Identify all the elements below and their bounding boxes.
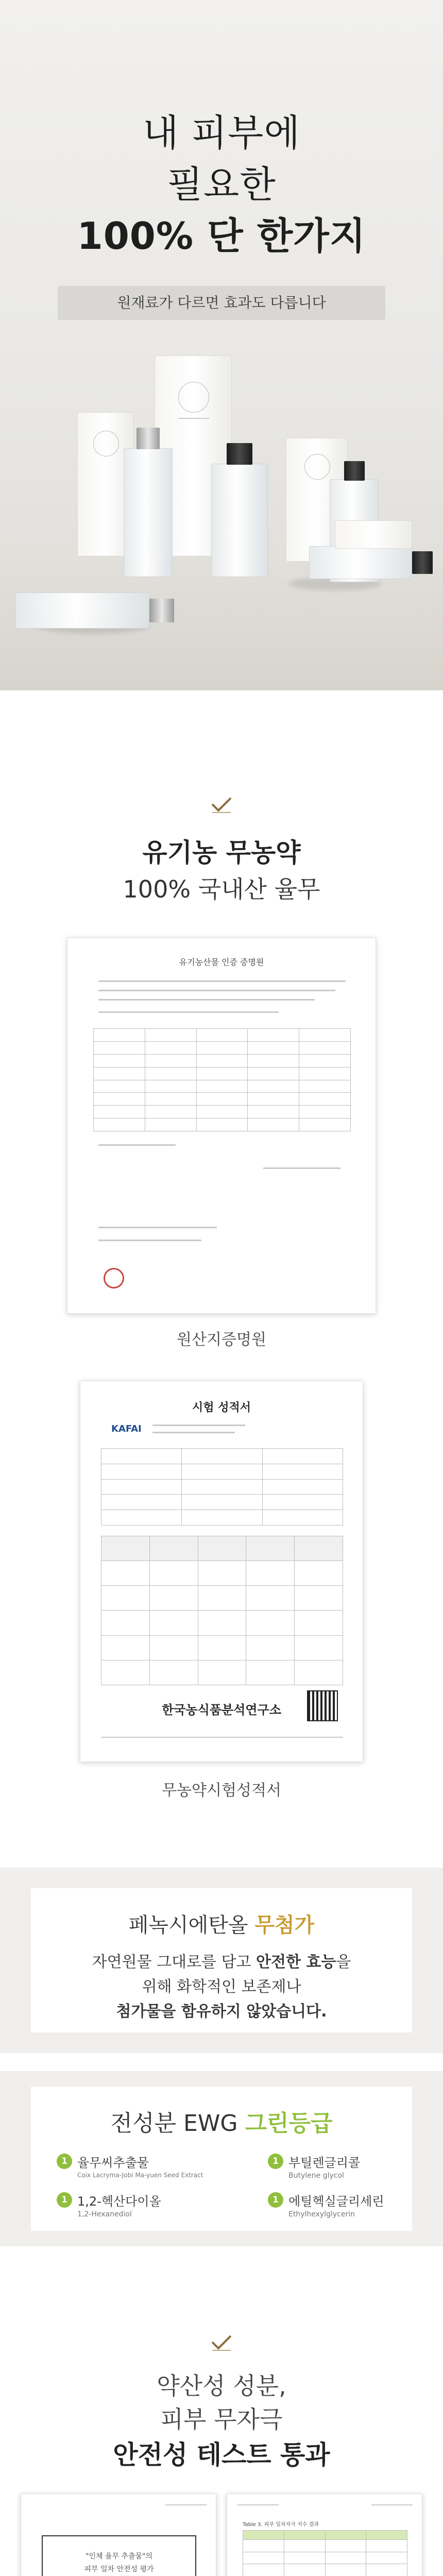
safety-report-table-image — [227, 2494, 422, 2576]
phenoxy-line2-post: 을 — [336, 1953, 351, 1971]
ewg-item-name: 부틸렌글리콜 — [288, 2156, 361, 2170]
test-report-doc-title: 시험 성적서 — [192, 1401, 251, 1414]
pesticide-test-report-image — [80, 1381, 363, 1762]
qr-code-icon — [307, 1690, 338, 1721]
phenoxy-line4: 첨가물을 함유하지 않았습니다. — [116, 2003, 327, 2021]
phenoxy-line2-bold: 안전한 효능 — [256, 1953, 336, 1971]
ewg-title-text: 전성분 EWG — [110, 2110, 245, 2137]
organic-certificate-image — [67, 938, 376, 1314]
test-report-footer-org: 한국농식품분석연구소 — [162, 1703, 281, 1717]
safety-title-line1: 약산성 성분, — [157, 2372, 286, 2400]
ewg-item-inci: Coix Lacryma-Jobi Ma-yuen Seed Extract — [77, 2172, 203, 2179]
phenoxy-title-accent: 무첨가 — [254, 1913, 315, 1937]
phenoxy-title-text: 페녹시에탄올 — [128, 1913, 255, 1937]
official-seal — [104, 1268, 124, 1289]
ewg-grade-badge: 1 — [57, 2192, 72, 2208]
ewg-item-name: 에틸헥실글리세린 — [288, 2194, 384, 2209]
hero-subtitle-box: 원재료가 다르면 효과도 다릅니다 — [58, 286, 385, 320]
test-report-caption: 무농약시험성적서 — [162, 1782, 281, 1800]
check-icon — [210, 796, 233, 814]
product-bottle-lying-2 — [309, 546, 412, 579]
hero-title-line1: 내 피부에 — [142, 111, 301, 155]
safety-title-line2: 피부 무자극 — [160, 2405, 283, 2433]
product-bottle-2 — [211, 464, 268, 577]
phenoxy-line3: 위해 화학적인 보존제나 — [142, 1978, 301, 1996]
ewg-item-name: 1,2-헥산다이올 — [77, 2194, 161, 2209]
hero-section — [0, 0, 443, 690]
phenoxy-title — [0, 1909, 443, 1938]
irritation-score-table — [243, 2530, 407, 2576]
check-icon — [210, 2334, 233, 2351]
ewg-item-inci: Ethylhexylglycerin — [288, 2210, 355, 2218]
ewg-grade-badge: 1 — [57, 2154, 72, 2169]
certificate-doc-title: 유기농산물 인증 증명원 — [179, 957, 264, 967]
organic-title: 유기농 무농약 — [142, 838, 301, 868]
product-box-small — [335, 520, 412, 549]
ewg-grade-badge: 1 — [268, 2192, 283, 2208]
ewg-title — [0, 2105, 443, 2138]
certificate-caption: 원산지증명원 — [177, 1331, 266, 1349]
ewg-grade-badge: 1 — [268, 2154, 283, 2169]
report-cover-line1: "인체 율무 추출물"의 — [86, 2552, 152, 2561]
ewg-item-inci: Butylene glycol — [288, 2172, 344, 2180]
product-bottle-lying — [15, 592, 149, 629]
hero-title-line3: 100% 단 한가지 — [77, 214, 366, 258]
ewg-item-inci: 1,2-Hexanediol — [77, 2210, 132, 2218]
report-table-title: Table 3. 피부 일차자극 지수 결과 — [243, 2522, 319, 2528]
report-cover-line2: 피부 일차 안전성 평가 — [84, 2565, 154, 2573]
ewg-title-accent: 그린등급 — [245, 2110, 333, 2137]
test-report-org-logo: KAFAI — [111, 1423, 142, 1434]
safety-title-line3: 안전성 테스트 통과 — [113, 2440, 330, 2470]
safety-report-cover-image — [21, 2494, 216, 2576]
hero-title-line2: 필요한 — [167, 163, 276, 206]
product-bottle-1 — [124, 448, 173, 577]
organic-subtitle: 100% 국내산 율무 — [123, 875, 320, 903]
phenoxy-line2 — [0, 1950, 443, 1975]
ewg-item-name: 율무씨추출물 — [77, 2156, 149, 2170]
phenoxy-line2-pre: 자연원물 그대로를 담고 — [92, 1953, 257, 1971]
